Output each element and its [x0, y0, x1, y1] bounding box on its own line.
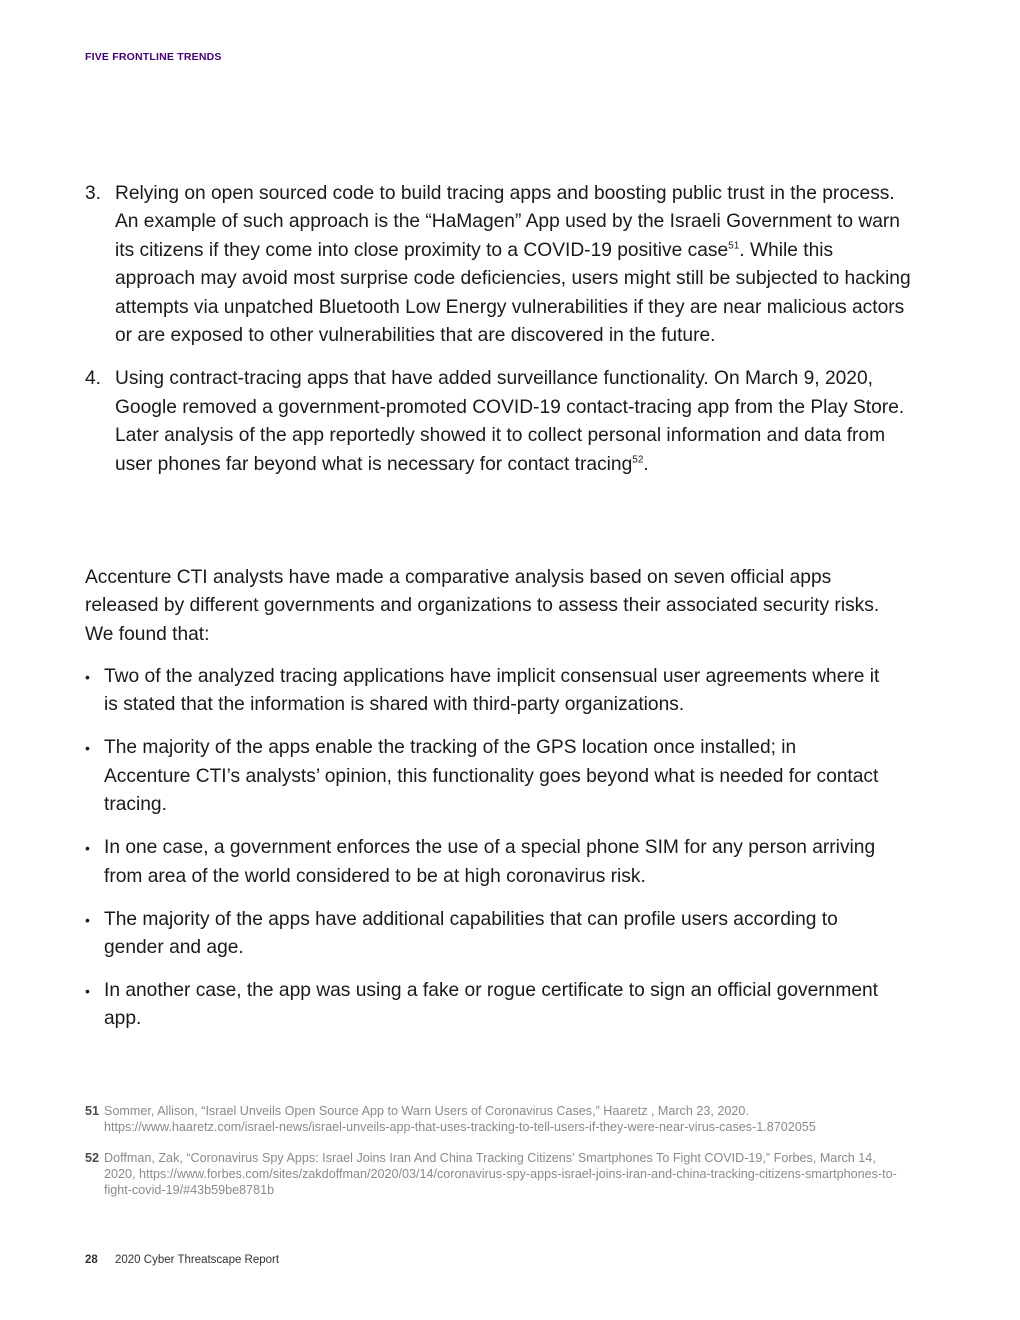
bullet-icon: • [85, 840, 90, 857]
finding-text: In one case, a government enforces the use of a special phone SIM for any person arriving from area of the world considered to be at high coronavirus risk. [104, 837, 876, 887]
finding-item [85, 906, 885, 963]
finding-text: In another case, the app was using a fake or rogue certificate to sign an official government app. [104, 980, 879, 1030]
footnote-number: 51 [85, 1104, 100, 1118]
numbered-list [85, 180, 915, 494]
item-text-continued: . [643, 453, 649, 475]
bullet-icon: • [85, 669, 90, 685]
footnote-reference[interactable]: 51 [728, 240, 740, 252]
bullet-icon: • [85, 983, 90, 1000]
item-number: 4 . [85, 365, 101, 393]
bullet-icon: • [85, 911, 90, 928]
report-title: 2020 Cyber Threatscape Report [115, 1254, 280, 1266]
numbered-item-4 [85, 365, 915, 479]
findings-list [85, 663, 885, 1048]
footnotes [85, 1103, 905, 1213]
finding-text: Two of the analyzed tracing applications have implicit consensual user agreements where it is stated that the information is shared with third-party organizations. [104, 666, 880, 716]
finding-item [85, 834, 885, 891]
footnote-reference[interactable]: 52 [632, 454, 644, 466]
footnote-text[interactable]: Doffman, Zak, “Coronavirus Spy Apps: Israel Joins Iran And China Tracking Citizens’ Smartphones To Fight COVID-19,” Forbes, March 14, 2020, https://www.forbes.com/sites/zakdoffman/2020/03/14/coronavirus-spy-apps-israel-joins-iran-and-china-tracking-citizens-smartphones-to-fight-covid-19/#43b59be8781b [104, 1151, 897, 1197]
numbered-item-3 [85, 180, 915, 350]
item-number: 3 . [85, 180, 101, 208]
item-text: Relying on open sourced code to build tracing apps and boosting public trust in the process. An example of such approach is the “HaMagen” App used by the Israeli Government to warn its citizens if they come into close proximity to a COVID-19 positive case [115, 183, 900, 261]
footnote-51 [85, 1103, 905, 1135]
footnote-number: 52 [85, 1151, 100, 1165]
finding-text: The majority of the apps enable the tracking of the GPS location once installed; in Accenture CTI’s analysts’ opinion, this functionality goes beyond what is needed for contact tracing. [104, 737, 879, 816]
finding-item [85, 663, 885, 720]
page-footer [85, 1254, 279, 1266]
section-header: FIVE FRONTLINE TRENDS [85, 51, 222, 63]
intro-paragraph: Accenture CTI analysts have made a comparative analysis based on seven official apps released by different governments and organizations to assess their associated security risks. We found that: [85, 567, 880, 645]
item-text-continued: . While this approach may avoid most surprise code deficiencies, users might still be subjected to hacking attempts via unpatched Bluetooth Low Energy vulnerabilities if they are near malicious actors or are exposed to other vulnerabilities that are discovered in the future. [115, 239, 911, 347]
finding-text: The majority of the apps have additional capabilities that can profile users according to gender and age. [104, 908, 838, 959]
footnote-text[interactable]: Sommer, Allison, “Israel Unveils Open Source App to Warn Users of Coronavirus Cases,” Haaretz , March 23, 2020. https://www.haaretz.com/israel-news/israel-unveils-app-that-uses-tracking-to-tell-users-if-they-were-near-virus-cases-1.8702055 [104, 1104, 816, 1134]
finding-item [85, 734, 885, 819]
finding-item [85, 977, 885, 1034]
page-number: 28 [85, 1254, 98, 1266]
bullet-icon: • [85, 740, 90, 757]
footnote-52 [85, 1150, 905, 1198]
item-text: Using contract-tracing apps that have added surveillance functionality. On March 9, 2020, Google removed a government-promoted COVID-19 contact-tracing app from the Play Store. Later analysis of the app reportedly showed it to collect personal information and data from user phones far beyond what is necessary for contact tracing [115, 368, 905, 475]
